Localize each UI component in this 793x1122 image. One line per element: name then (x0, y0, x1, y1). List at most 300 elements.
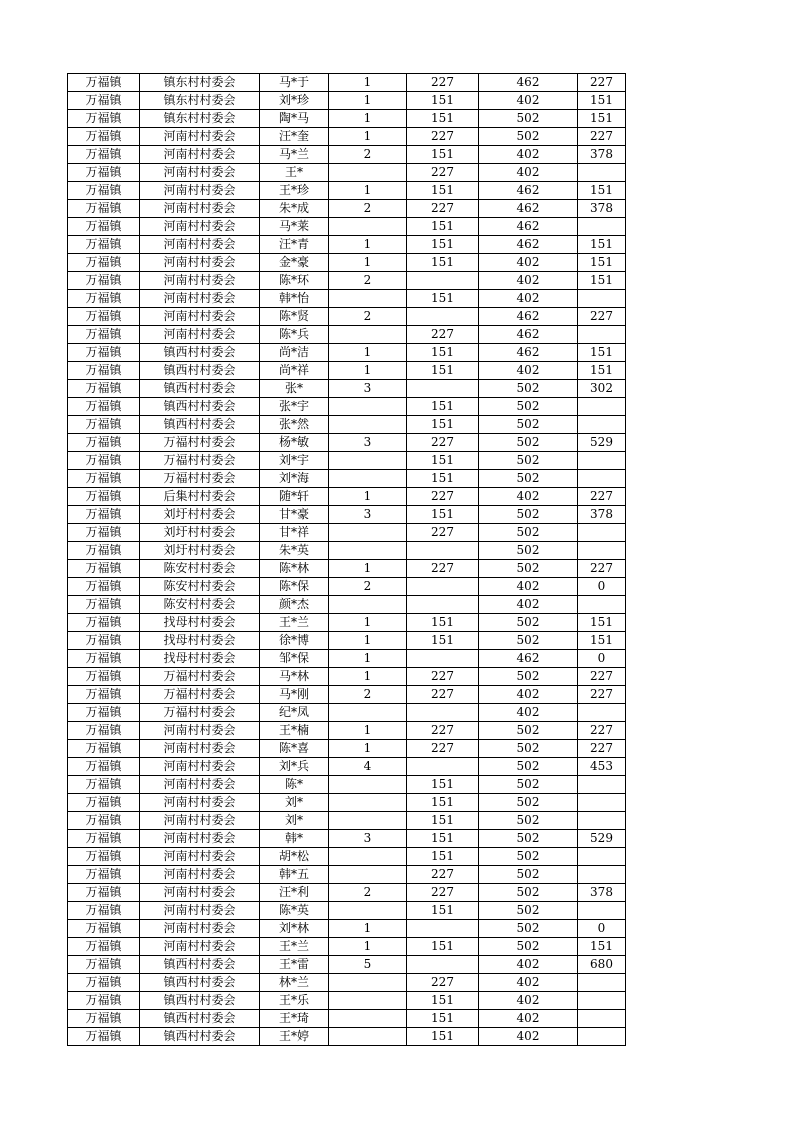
value-b-cell: 502 (479, 866, 578, 884)
table-row (68, 74, 626, 92)
value-b-cell: 502 (479, 776, 578, 794)
name-cell: 刘* (260, 812, 329, 830)
total-cell: 227 (578, 74, 626, 92)
name-cell: 纪*凤 (260, 704, 329, 722)
total-cell: 378 (578, 200, 626, 218)
name-cell: 王*琦 (260, 1010, 329, 1028)
table-row (68, 254, 626, 272)
value-a-cell: 151 (407, 398, 479, 416)
count-cell (329, 470, 407, 488)
total-cell (578, 794, 626, 812)
town-cell: 万福镇 (68, 146, 140, 164)
total-cell: 227 (578, 686, 626, 704)
name-cell: 韩*怡 (260, 290, 329, 308)
value-b-cell: 502 (479, 128, 578, 146)
table-row (68, 398, 626, 416)
name-cell: 汪*奎 (260, 128, 329, 146)
total-cell: 378 (578, 146, 626, 164)
value-a-cell: 227 (407, 524, 479, 542)
name-cell: 尚*洁 (260, 344, 329, 362)
table-row (68, 704, 626, 722)
name-cell: 邹*保 (260, 650, 329, 668)
value-b-cell: 462 (479, 182, 578, 200)
total-cell (578, 1028, 626, 1046)
count-cell (329, 290, 407, 308)
total-cell (578, 470, 626, 488)
value-a-cell (407, 272, 479, 290)
town-cell: 万福镇 (68, 650, 140, 668)
table-row (68, 218, 626, 236)
value-a-cell: 227 (407, 128, 479, 146)
table-row (68, 470, 626, 488)
name-cell: 刘*海 (260, 470, 329, 488)
total-cell: 0 (578, 920, 626, 938)
village-committee-cell: 镇东村村委会 (140, 110, 260, 128)
village-committee-cell: 河南村村委会 (140, 722, 260, 740)
name-cell: 王*兰 (260, 614, 329, 632)
town-cell: 万福镇 (68, 614, 140, 632)
count-cell: 1 (329, 938, 407, 956)
value-a-cell: 151 (407, 236, 479, 254)
village-committee-cell: 河南村村委会 (140, 236, 260, 254)
name-cell: 随*轩 (260, 488, 329, 506)
total-cell (578, 704, 626, 722)
town-cell: 万福镇 (68, 236, 140, 254)
count-cell: 1 (329, 236, 407, 254)
value-b-cell: 402 (479, 362, 578, 380)
count-cell (329, 416, 407, 434)
value-b-cell: 502 (479, 506, 578, 524)
village-committee-cell: 河南村村委会 (140, 902, 260, 920)
table-row (68, 794, 626, 812)
village-committee-cell: 河南村村委会 (140, 146, 260, 164)
count-cell (329, 794, 407, 812)
value-a-cell: 227 (407, 74, 479, 92)
village-committee-cell: 河南村村委会 (140, 254, 260, 272)
village-committee-cell: 镇西村村委会 (140, 992, 260, 1010)
name-cell: 陈*兵 (260, 326, 329, 344)
value-b-cell: 502 (479, 110, 578, 128)
table-row (68, 308, 626, 326)
table-row (68, 236, 626, 254)
count-cell: 1 (329, 344, 407, 362)
name-cell: 胡*松 (260, 848, 329, 866)
name-cell: 陈*保 (260, 578, 329, 596)
value-a-cell: 151 (407, 452, 479, 470)
total-cell: 453 (578, 758, 626, 776)
table-row (68, 884, 626, 902)
village-committee-cell: 河南村村委会 (140, 272, 260, 290)
count-cell: 2 (329, 884, 407, 902)
village-committee-cell: 河南村村委会 (140, 938, 260, 956)
value-b-cell: 502 (479, 434, 578, 452)
value-b-cell: 502 (479, 470, 578, 488)
value-a-cell (407, 308, 479, 326)
value-b-cell: 502 (479, 794, 578, 812)
count-cell: 3 (329, 830, 407, 848)
value-b-cell: 462 (479, 308, 578, 326)
total-cell: 227 (578, 740, 626, 758)
town-cell: 万福镇 (68, 164, 140, 182)
town-cell: 万福镇 (68, 398, 140, 416)
count-cell (329, 542, 407, 560)
total-cell: 529 (578, 830, 626, 848)
value-a-cell: 151 (407, 416, 479, 434)
village-committee-cell: 万福村村委会 (140, 686, 260, 704)
value-b-cell: 402 (479, 704, 578, 722)
town-cell: 万福镇 (68, 470, 140, 488)
count-cell (329, 866, 407, 884)
town-cell: 万福镇 (68, 740, 140, 758)
village-committee-cell: 河南村村委会 (140, 326, 260, 344)
table-row (68, 146, 626, 164)
value-b-cell: 502 (479, 884, 578, 902)
town-cell: 万福镇 (68, 182, 140, 200)
count-cell: 1 (329, 128, 407, 146)
value-b-cell: 502 (479, 920, 578, 938)
value-a-cell: 151 (407, 254, 479, 272)
name-cell: 陈*喜 (260, 740, 329, 758)
total-cell: 151 (578, 632, 626, 650)
value-a-cell: 151 (407, 182, 479, 200)
count-cell: 1 (329, 920, 407, 938)
town-cell: 万福镇 (68, 488, 140, 506)
value-b-cell: 402 (479, 146, 578, 164)
total-cell: 227 (578, 128, 626, 146)
total-cell: 227 (578, 308, 626, 326)
table-row (68, 848, 626, 866)
town-cell: 万福镇 (68, 578, 140, 596)
value-a-cell (407, 704, 479, 722)
value-a-cell: 227 (407, 866, 479, 884)
town-cell: 万福镇 (68, 1028, 140, 1046)
count-cell: 1 (329, 362, 407, 380)
value-b-cell: 502 (479, 848, 578, 866)
value-a-cell (407, 920, 479, 938)
village-committee-cell: 找母村村委会 (140, 632, 260, 650)
total-cell (578, 596, 626, 614)
table-row (68, 578, 626, 596)
count-cell: 1 (329, 182, 407, 200)
village-committee-cell: 万福村村委会 (140, 434, 260, 452)
town-cell: 万福镇 (68, 326, 140, 344)
value-a-cell: 227 (407, 884, 479, 902)
name-cell: 王* (260, 164, 329, 182)
total-cell: 378 (578, 506, 626, 524)
town-cell: 万福镇 (68, 308, 140, 326)
village-committee-cell: 镇东村村委会 (140, 92, 260, 110)
town-cell: 万福镇 (68, 524, 140, 542)
town-cell: 万福镇 (68, 794, 140, 812)
table-row (68, 560, 626, 578)
count-cell: 5 (329, 956, 407, 974)
total-cell (578, 164, 626, 182)
value-b-cell: 402 (479, 164, 578, 182)
value-a-cell: 151 (407, 344, 479, 362)
town-cell: 万福镇 (68, 902, 140, 920)
total-cell: 227 (578, 722, 626, 740)
value-b-cell: 462 (479, 326, 578, 344)
town-cell: 万福镇 (68, 632, 140, 650)
value-b-cell: 502 (479, 542, 578, 560)
name-cell: 王*婷 (260, 1028, 329, 1046)
value-b-cell: 502 (479, 938, 578, 956)
name-cell: 杨*敏 (260, 434, 329, 452)
value-b-cell: 502 (479, 830, 578, 848)
value-b-cell: 462 (479, 344, 578, 362)
table-row (68, 506, 626, 524)
village-committee-cell: 河南村村委会 (140, 182, 260, 200)
town-cell: 万福镇 (68, 956, 140, 974)
value-b-cell: 502 (479, 812, 578, 830)
total-cell (578, 524, 626, 542)
value-b-cell: 402 (479, 488, 578, 506)
name-cell: 王*珍 (260, 182, 329, 200)
value-a-cell: 151 (407, 362, 479, 380)
total-cell: 151 (578, 344, 626, 362)
total-cell (578, 290, 626, 308)
count-cell: 2 (329, 272, 407, 290)
town-cell: 万福镇 (68, 416, 140, 434)
count-cell (329, 902, 407, 920)
value-a-cell: 151 (407, 218, 479, 236)
table-row (68, 452, 626, 470)
name-cell: 王*楠 (260, 722, 329, 740)
town-cell: 万福镇 (68, 884, 140, 902)
name-cell: 金*豪 (260, 254, 329, 272)
name-cell: 张* (260, 380, 329, 398)
value-a-cell (407, 956, 479, 974)
total-cell: 151 (578, 614, 626, 632)
village-committee-cell: 万福村村委会 (140, 452, 260, 470)
value-b-cell: 402 (479, 578, 578, 596)
name-cell: 林*兰 (260, 974, 329, 992)
total-cell: 302 (578, 380, 626, 398)
town-cell: 万福镇 (68, 380, 140, 398)
total-cell: 151 (578, 272, 626, 290)
count-cell (329, 524, 407, 542)
value-a-cell: 151 (407, 1010, 479, 1028)
total-cell (578, 542, 626, 560)
count-cell: 2 (329, 686, 407, 704)
village-committee-cell: 刘圩村村委会 (140, 506, 260, 524)
table-row (68, 380, 626, 398)
count-cell: 1 (329, 92, 407, 110)
town-cell: 万福镇 (68, 218, 140, 236)
village-committee-cell: 河南村村委会 (140, 290, 260, 308)
count-cell (329, 1010, 407, 1028)
value-a-cell: 151 (407, 812, 479, 830)
name-cell: 马*于 (260, 74, 329, 92)
total-cell: 0 (578, 578, 626, 596)
value-a-cell: 151 (407, 848, 479, 866)
name-cell: 马*兰 (260, 146, 329, 164)
village-committee-cell: 镇西村村委会 (140, 1010, 260, 1028)
name-cell: 陈*英 (260, 902, 329, 920)
village-committee-cell: 万福村村委会 (140, 704, 260, 722)
name-cell: 甘*豪 (260, 506, 329, 524)
value-a-cell: 227 (407, 668, 479, 686)
town-cell: 万福镇 (68, 362, 140, 380)
table-row (68, 290, 626, 308)
value-a-cell (407, 758, 479, 776)
value-a-cell: 151 (407, 290, 479, 308)
village-committee-cell: 河南村村委会 (140, 920, 260, 938)
count-cell: 1 (329, 614, 407, 632)
town-cell: 万福镇 (68, 110, 140, 128)
name-cell: 马*刚 (260, 686, 329, 704)
town-cell: 万福镇 (68, 542, 140, 560)
total-cell: 227 (578, 560, 626, 578)
table-row (68, 488, 626, 506)
table-row (68, 866, 626, 884)
village-committee-cell: 刘圩村村委会 (140, 542, 260, 560)
value-a-cell: 151 (407, 506, 479, 524)
name-cell: 王*兰 (260, 938, 329, 956)
value-b-cell: 402 (479, 254, 578, 272)
total-cell: 151 (578, 236, 626, 254)
value-b-cell: 502 (479, 632, 578, 650)
name-cell: 陶*马 (260, 110, 329, 128)
village-committee-cell: 陈安村村委会 (140, 578, 260, 596)
value-a-cell: 227 (407, 974, 479, 992)
table-row (68, 812, 626, 830)
name-cell: 陈* (260, 776, 329, 794)
name-cell: 王*雷 (260, 956, 329, 974)
village-committee-cell: 镇西村村委会 (140, 956, 260, 974)
town-cell: 万福镇 (68, 830, 140, 848)
count-cell (329, 704, 407, 722)
table-row (68, 614, 626, 632)
total-cell: 151 (578, 362, 626, 380)
town-cell: 万福镇 (68, 560, 140, 578)
total-cell: 151 (578, 938, 626, 956)
village-committee-cell: 河南村村委会 (140, 740, 260, 758)
value-a-cell (407, 650, 479, 668)
village-committee-cell: 镇西村村委会 (140, 380, 260, 398)
village-committee-cell: 河南村村委会 (140, 308, 260, 326)
value-b-cell: 402 (479, 1010, 578, 1028)
village-committee-cell: 找母村村委会 (140, 614, 260, 632)
count-cell: 2 (329, 578, 407, 596)
value-b-cell: 402 (479, 686, 578, 704)
count-cell: 1 (329, 74, 407, 92)
value-b-cell: 502 (479, 722, 578, 740)
name-cell: 汪*利 (260, 884, 329, 902)
count-cell (329, 812, 407, 830)
name-cell: 朱*成 (260, 200, 329, 218)
table-row (68, 830, 626, 848)
table-row (68, 164, 626, 182)
value-a-cell (407, 380, 479, 398)
village-committee-cell: 镇西村村委会 (140, 362, 260, 380)
total-cell (578, 866, 626, 884)
value-a-cell: 151 (407, 92, 479, 110)
value-a-cell: 227 (407, 164, 479, 182)
value-a-cell: 227 (407, 326, 479, 344)
value-b-cell: 502 (479, 524, 578, 542)
village-committee-cell: 河南村村委会 (140, 794, 260, 812)
total-cell (578, 416, 626, 434)
value-a-cell: 227 (407, 560, 479, 578)
village-committee-cell: 镇西村村委会 (140, 416, 260, 434)
value-a-cell: 151 (407, 902, 479, 920)
total-cell (578, 218, 626, 236)
count-cell (329, 218, 407, 236)
village-committee-cell: 河南村村委会 (140, 200, 260, 218)
name-cell: 刘*珍 (260, 92, 329, 110)
total-cell (578, 902, 626, 920)
value-b-cell: 502 (479, 668, 578, 686)
town-cell: 万福镇 (68, 596, 140, 614)
name-cell: 马*林 (260, 668, 329, 686)
village-committee-cell: 镇东村村委会 (140, 74, 260, 92)
count-cell: 2 (329, 146, 407, 164)
count-cell: 3 (329, 434, 407, 452)
town-cell: 万福镇 (68, 668, 140, 686)
value-b-cell: 502 (479, 614, 578, 632)
total-cell: 378 (578, 884, 626, 902)
name-cell: 徐*博 (260, 632, 329, 650)
town-cell: 万福镇 (68, 200, 140, 218)
name-cell: 汪*青 (260, 236, 329, 254)
table-row (68, 524, 626, 542)
town-cell: 万福镇 (68, 938, 140, 956)
total-cell: 680 (578, 956, 626, 974)
town-cell: 万福镇 (68, 974, 140, 992)
value-a-cell: 227 (407, 740, 479, 758)
table-row (68, 1010, 626, 1028)
town-cell: 万福镇 (68, 92, 140, 110)
town-cell: 万福镇 (68, 254, 140, 272)
table-row (68, 272, 626, 290)
total-cell (578, 326, 626, 344)
name-cell: 刘*兵 (260, 758, 329, 776)
table-row (68, 596, 626, 614)
town-cell: 万福镇 (68, 866, 140, 884)
village-committee-cell: 镇西村村委会 (140, 974, 260, 992)
total-cell (578, 848, 626, 866)
table-row (68, 344, 626, 362)
value-b-cell: 402 (479, 974, 578, 992)
town-cell: 万福镇 (68, 776, 140, 794)
name-cell: 朱*英 (260, 542, 329, 560)
table-row (68, 992, 626, 1010)
count-cell: 1 (329, 488, 407, 506)
town-cell: 万福镇 (68, 758, 140, 776)
town-cell: 万福镇 (68, 686, 140, 704)
total-cell (578, 812, 626, 830)
village-committee-cell: 河南村村委会 (140, 848, 260, 866)
town-cell: 万福镇 (68, 992, 140, 1010)
count-cell: 1 (329, 254, 407, 272)
total-cell: 151 (578, 254, 626, 272)
town-cell: 万福镇 (68, 128, 140, 146)
total-cell (578, 776, 626, 794)
town-cell: 万福镇 (68, 434, 140, 452)
town-cell: 万福镇 (68, 290, 140, 308)
count-cell (329, 596, 407, 614)
table-row (68, 92, 626, 110)
name-cell: 王*乐 (260, 992, 329, 1010)
name-cell: 刘*宇 (260, 452, 329, 470)
village-committee-cell: 河南村村委会 (140, 776, 260, 794)
value-a-cell: 227 (407, 488, 479, 506)
value-b-cell: 502 (479, 758, 578, 776)
town-cell: 万福镇 (68, 722, 140, 740)
count-cell: 1 (329, 668, 407, 686)
table-row (68, 434, 626, 452)
